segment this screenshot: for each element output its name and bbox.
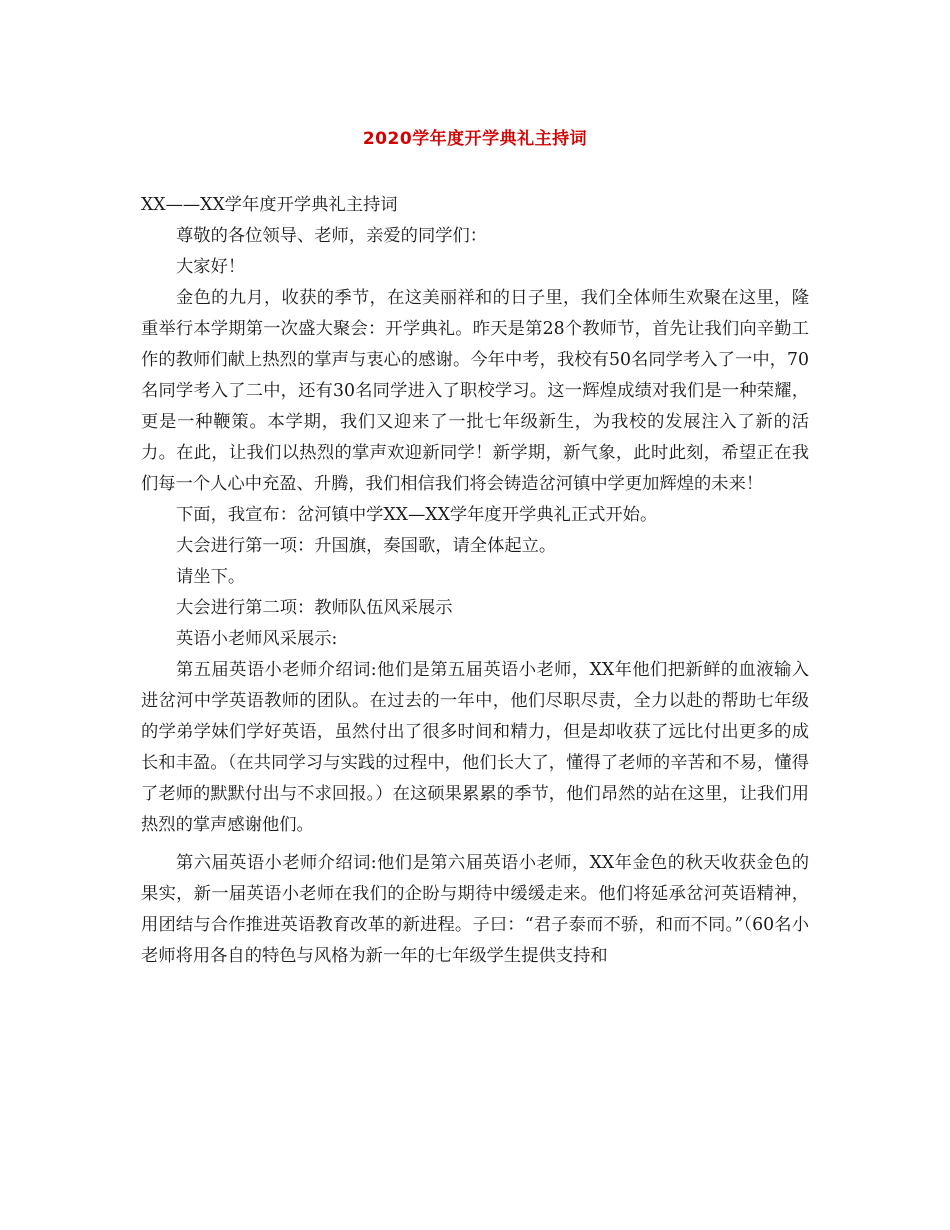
document-body (141, 190, 809, 972)
paragraph-be-seated: 请坐下。 (176, 567, 246, 587)
document-title: 2020学年度开学典礼主持词 (362, 129, 588, 149)
paragraph-english-showcase: 英语小老师风采展示: (176, 629, 338, 649)
paragraph-salutation: 尊敬的各位领导、老师，亲爱的同学们： (176, 226, 488, 246)
paragraph-item-two: 大会进行第二项：教师队伍风采展示 (176, 598, 453, 618)
paragraph-greeting: 大家好！ (176, 257, 246, 277)
paragraph-fifth-intro: 第五届英语小老师介绍词:他们是第五届英语小老师，XX年他们把新鲜的血液输入进岔河中学英语教师的团队。在过去的一年中，他们尽职尽责，全力以赴的帮助七年级的学弟学妹们学好英语，虽然付出了很多时间和精力，但是却收获了远比付出更多的成长和丰盈。（在共同学习与实践的过程中，他们长大了，懂得了老师的辛苦和不易，懂得了老师的默默付出与不求回报。）在这硕果累累的季节，他们昂然的站在这里，让我们用热烈的掌声感谢他们。 (141, 660, 809, 835)
paragraph-sixth-intro: 第六届英语小老师介绍词:他们是第六届英语小老师，XX年金色的秋天收获金色的果实，新一届英语小老师在我们的企盼与期待中缓缓走来。他们将延承岔河英语精神，用团结与合作推进英语教育改革的新进程。子曰：“君子泰而不骄，和而不同。”（60名小老师将用各自的特色与风格为新一年的七年级学生提供支持和 (141, 853, 809, 966)
paragraph-announcement: 下面，我宣布：岔河镇中学XX—XX学年度开学典礼正式开始。 (176, 505, 658, 525)
paragraph-subtitle: XX——XX学年度开学典礼主持词 (141, 195, 398, 215)
paragraph-opening: 金色的九月，收获的季节，在这美丽祥和的日子里，我们全体师生欢聚在这里，隆重举行本学期第一次盛大聚会：开学典礼。昨天是第28个教师节，首先让我们向辛勤工作的教师们献上热烈的掌声与衷心的感谢。今年中考，我校有50名同学考入了一中，70名同学考入了二中，还有30名同学进入了职校学习。这一辉煌成绩对我们是一种荣耀，更是一种鞭策。本学期，我们又迎来了一批七年级新生，为我校的发展注入了新的活力。在此，让我们以热烈的掌声欢迎新同学！新学期，新气象，此时此刻，希望正在我们每一个人心中充盈、升腾，我们相信我们将会铸造岔河镇中学更加辉煌的未来！ (141, 288, 809, 494)
paragraph-item-one: 大会进行第一项：升国旗，奏国歌，请全体起立。 (176, 536, 557, 556)
